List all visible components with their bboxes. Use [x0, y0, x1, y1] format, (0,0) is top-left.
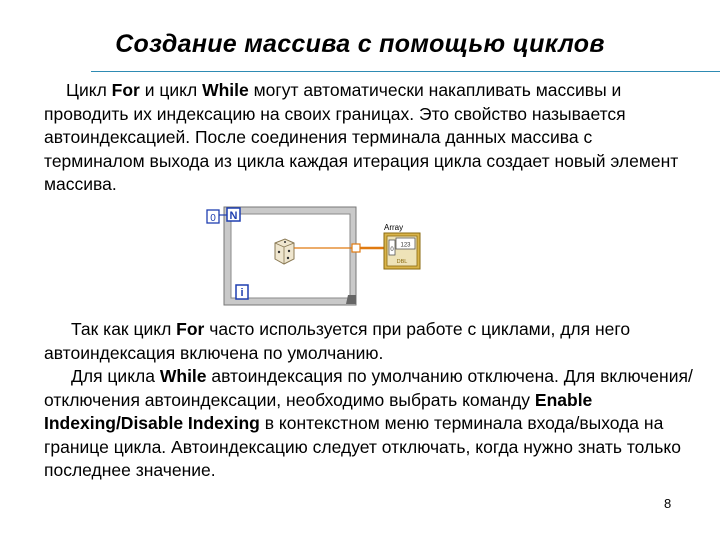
- text-segment: и цикл: [139, 80, 203, 100]
- text-segment: автоиндексация по умолчанию отключена. Для включения/отключения автоиндексации, необходимо выбрать команду: [44, 366, 693, 410]
- iteration-terminal-label: i: [240, 287, 244, 299]
- text-segment: Цикл: [66, 80, 112, 100]
- slide-title: Создание массива с помощью циклов: [115, 30, 605, 58]
- array-indicator: [384, 233, 420, 269]
- array-indicator-value: 123: [400, 242, 411, 249]
- keyword-for: For: [111, 80, 140, 100]
- count-constant: [207, 210, 219, 224]
- paragraph-default-indexing: [44, 318, 694, 483]
- text-segment: могут автоматически накапливать массивы и проводить их индексацию на своих границах. Это свойство называется автоиндексацией. После соединения терминала данных массива с терминалом выхода из цикла каждая итерация цикла создает новый элемент массива.: [44, 80, 679, 194]
- text-segment: Для цикла: [71, 366, 160, 386]
- random-number-dice-icon: [275, 239, 294, 264]
- autoindex-tunnel: [352, 244, 360, 252]
- text-segment: в контекстном меню терминала входа/выхода на границе цикла. Автоиндексацию следует отключать, когда нужно знать только последнее значение.: [44, 413, 681, 480]
- count-constant-value: 0: [210, 213, 216, 224]
- paragraph-autoindexing: [44, 79, 694, 197]
- keyword-while: While: [159, 366, 207, 386]
- array-indicator-label: Array: [384, 223, 404, 232]
- count-terminal: [227, 208, 240, 222]
- count-terminal-label: N: [229, 210, 238, 222]
- command-enable-disable-indexing: Enable Indexing/Disable Indexing: [44, 389, 593, 433]
- text-segment: Так как цикл: [71, 319, 177, 339]
- array-indicator-index: 0: [390, 247, 394, 253]
- keyword-for: For: [176, 319, 205, 339]
- keyword-while: While: [202, 80, 249, 100]
- for-loop-diagram: [200, 203, 440, 308]
- title-divider: [91, 71, 720, 72]
- iteration-terminal: [236, 285, 248, 299]
- page-number: 8: [664, 496, 672, 511]
- text-segment: часто используется при работе с циклами, для него автоиндексация включена по умолчанию.: [44, 319, 631, 363]
- array-indicator-type: DBL: [396, 259, 408, 265]
